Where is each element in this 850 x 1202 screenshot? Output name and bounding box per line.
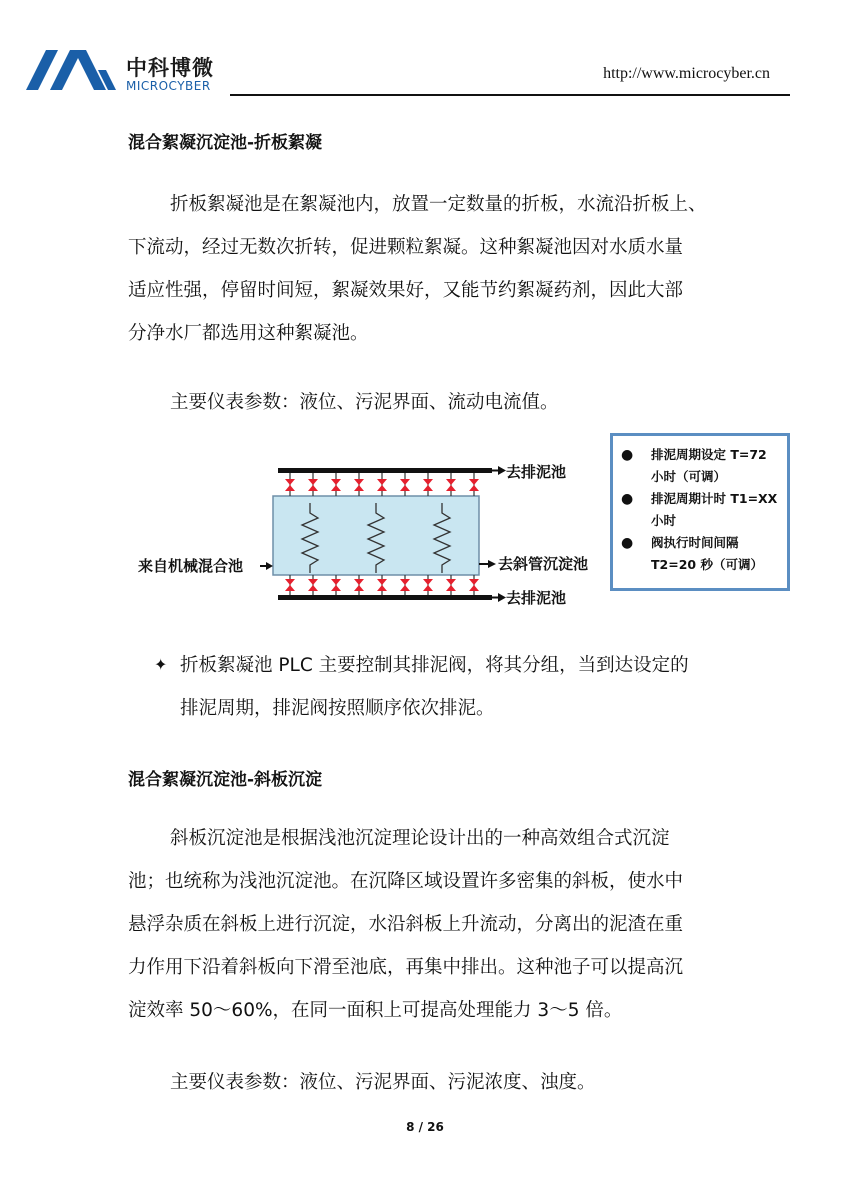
legend-item: ● 排泥周期计时 T1=XX 小时 <box>621 488 783 532</box>
bullet-icon: ● <box>621 535 634 551</box>
label-from-mixing-tank: 来自机械混合池 <box>138 559 244 575</box>
baffle-flocculation-diagram <box>130 455 610 605</box>
label-to-sludge-pond-bottom: 去排泥池 <box>506 591 567 605</box>
control-parameters-legend <box>610 433 790 591</box>
section2-paragraph: 斜板沉淀池是根据浅池沉淀理论设计出的一种高效组合式沉淀 池；也统称为浅池沉淀池。在沉降区域设置许多密集的斜板，使水中 悬浮杂质在斜板上进行沉淀，水沿斜板上升流动，分离出的泥渣在重 力作用下沿着斜板向下滑至池底，再集中排出。这种池子可以提高沉 淀效率 50～60%，在同一面积上可提高处理能力 3～5 倍。 <box>128 828 684 1021</box>
outlet-arrow <box>479 560 496 568</box>
plc-control-note: 折板絮凝池 PLC 主要控制其排泥阀，将其分组，当到达设定的 排泥周期，排泥阀按照顺序依次排泥。 <box>180 655 689 719</box>
bottom-sludge-pipe <box>278 595 492 600</box>
inlet-arrow <box>260 562 273 570</box>
microcyber-logo-icon <box>24 46 116 92</box>
section1-paragraph: 折板絮凝池是在絮凝池内，放置一定数量的折板，水流沿折板上、 下流动，经过无数次折转，促进颗粒絮凝。这种絮凝池因对水质水量 适应性强，停留时间短，絮凝效果好，又能节约絮凝药剂，因此大部 分净水厂都选用这种絮凝池。 <box>128 194 707 344</box>
section1-params: 主要仪表参数：液位、污泥界面、流动电流值。 <box>170 392 559 413</box>
legend-item: ● 阀执行时间间隔 T2=20 秒（可调） <box>621 532 783 576</box>
section2-params: 主要仪表参数：液位、污泥界面、污泥浓度、浊度。 <box>170 1072 596 1093</box>
top-sludge-pipe <box>278 468 492 473</box>
website-url[interactable]: http://www.microcyber.cn <box>603 65 770 82</box>
bullet-icon: ● <box>621 447 634 463</box>
page-number: 8 / 26 <box>406 1120 444 1134</box>
legend-item: ● 排泥周期设定 T=72 小时（可调） <box>621 444 783 488</box>
top-pipe-arrow <box>492 466 506 475</box>
star-bullet-icon: ✦ <box>154 655 168 674</box>
sludge-valves-bottom <box>285 575 479 595</box>
sludge-valves-top <box>285 473 479 496</box>
logo-chinese-text: 中科博微 <box>126 56 214 80</box>
label-to-sludge-pond-top: 去排泥池 <box>506 465 567 481</box>
bottom-pipe-arrow <box>492 593 506 602</box>
header-divider <box>230 94 790 96</box>
logo-english-text: MICROCYBER <box>126 79 211 93</box>
section-heading-baffle-flocculation: 混合絮凝沉淀池-折板絮凝 <box>128 133 323 153</box>
section-heading-inclined-plate-settling: 混合絮凝沉淀池-斜板沉淀 <box>128 770 323 790</box>
bullet-icon: ● <box>621 491 634 507</box>
label-to-inclined-tube-tank: 去斜管沉淀池 <box>498 557 589 573</box>
